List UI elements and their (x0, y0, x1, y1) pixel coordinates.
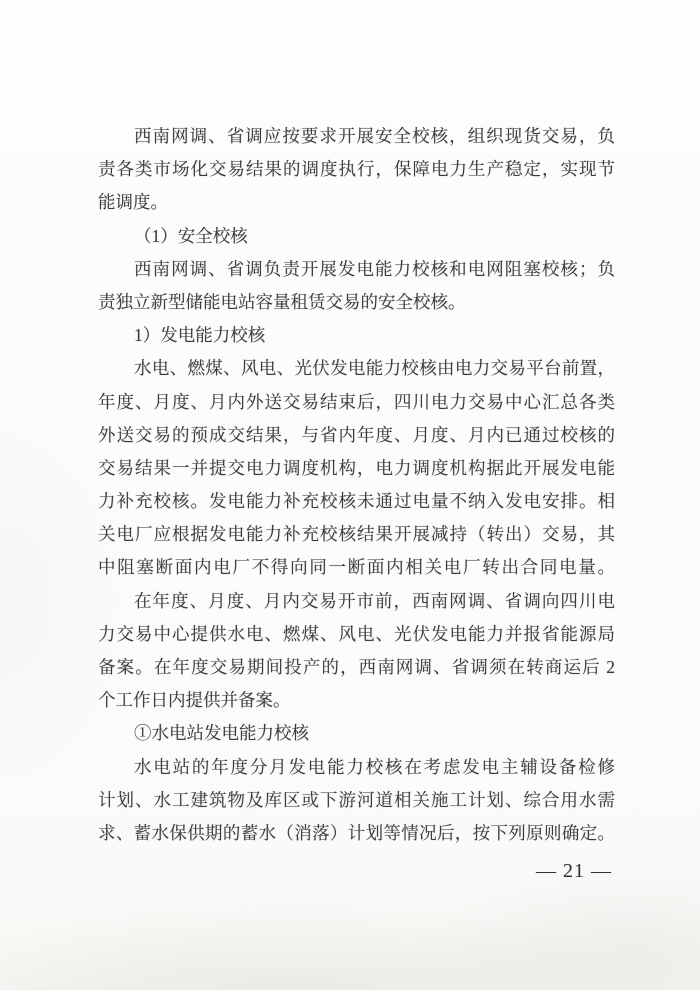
text-line: 西南网调、省调负责开展发电能力校核和电网阻塞校核；负 (134, 258, 615, 279)
text-line: 水电、燃煤、风电、光伏发电能力校核由电力交易平台前置， (134, 358, 615, 379)
text-line: 交易结果一并提交电力调度机构，电力调度机构据此开展发电能 (98, 457, 615, 478)
text-line: 责独立新型储能电站容量租赁交易的安全校核。 (98, 291, 466, 312)
text-line: 个工作日内提供并备案。 (98, 690, 291, 711)
page-number: — 21 — (536, 860, 612, 882)
text-line: 年度、月度、月内外送交易结束后，四川电力交易中心汇总各类 (98, 391, 615, 412)
text-line: 水电站的年度分月发电能力校核在考虑发电主辅设备检修 (134, 756, 615, 777)
text-line: 责各类市场化交易结果的调度执行，保障电力生产稳定，实现节 (98, 159, 615, 180)
text-line: 西南网调、省调应按要求开展安全校核，组织现货交易，负 (134, 126, 615, 146)
text-line: 求、蓄水保供期的蓄水（消落）计划等情况后，按下列原则确定。 (98, 822, 615, 843)
text-line: 关电厂应根据发电能力补充校核结果开展减持（转出）交易，其 (98, 524, 615, 545)
text-line: 计划、水工建筑物及库区或下游河道相关施工计划、综合用水需 (98, 789, 615, 810)
text-line: 在年度、月度、月内交易开市前，西南网调、省调向四川电 (134, 590, 615, 611)
heading-line: ①水电站发电能力校核 (134, 723, 309, 744)
text-line: 力补充校核。发电能力补充校核未通过电量不纳入发电安排。相 (98, 491, 615, 512)
heading-line: 1）发电能力校核 (134, 325, 266, 346)
heading-line: （1）安全校核 (134, 225, 248, 246)
text-line: 外送交易的预成交结果，与省内年度、月度、月内已通过校核的 (98, 424, 615, 445)
text-line: 中阻塞断面内电厂不得向同一断面内相关电厂转出合同电量。 (98, 557, 615, 578)
text-line: 力交易中心提供水电、燃煤、风电、光伏发电能力并报省能源局 (98, 623, 615, 644)
text-line: 备案。在年度交易期间投产的，西南网调、省调须在转商运后 2 (98, 657, 615, 677)
document-body (98, 120, 615, 850)
text-line: 能调度。 (98, 192, 168, 213)
